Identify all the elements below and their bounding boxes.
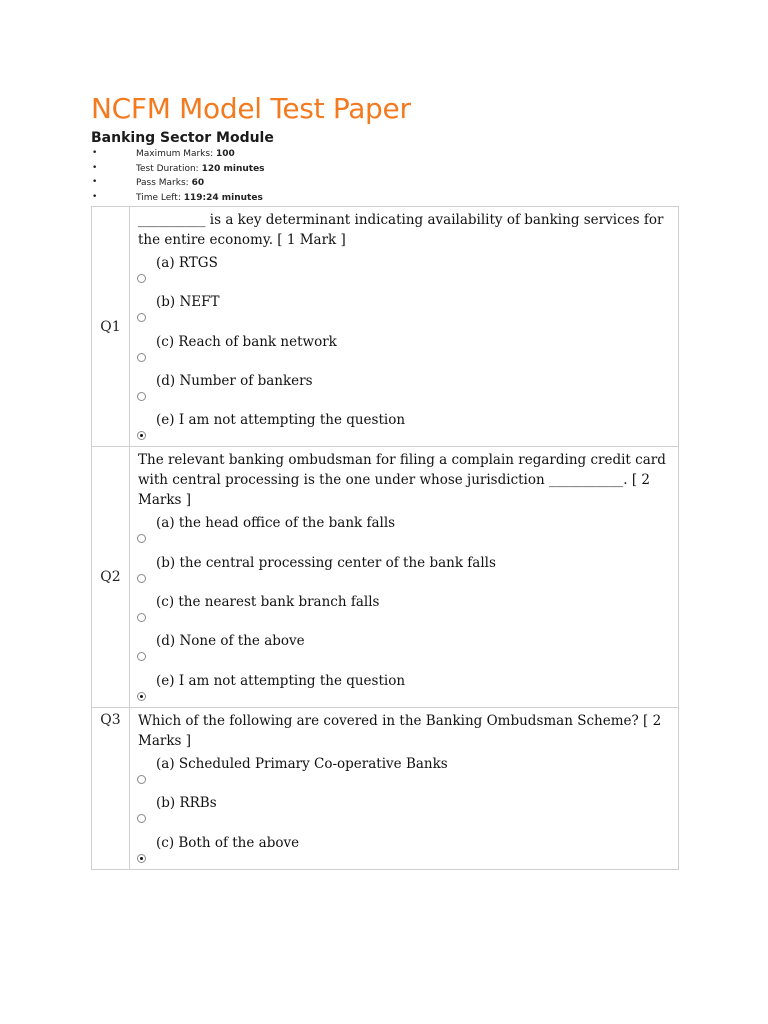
answer-option[interactable]: [130, 668, 678, 707]
radio-button[interactable]: [137, 775, 146, 784]
info-value: 120 minutes: [201, 163, 265, 174]
info-label: Pass Marks:: [136, 178, 192, 188]
info-label: Test Duration:: [136, 163, 202, 174]
answer-option-label: (e) I am not attempting the question: [156, 672, 406, 689]
answer-option[interactable]: [130, 250, 678, 289]
radio-button-selected[interactable]: [137, 431, 146, 440]
radio-button[interactable]: [137, 613, 146, 622]
info-label: Time Left:: [136, 192, 184, 203]
radio-button[interactable]: [137, 313, 146, 322]
question-row: [92, 707, 679, 869]
answer-option-label: (d) Number of bankers: [156, 372, 313, 389]
answer-option[interactable]: [130, 830, 678, 869]
answer-option[interactable]: [130, 407, 678, 446]
test-info-item: [0, 148, 768, 163]
answer-option-label: (e) I am not attempting the question: [156, 412, 406, 429]
bullet-icon: •: [92, 177, 98, 187]
answer-option-label: (b) the central processing center of the bank falls: [156, 554, 496, 571]
answer-option-label: (c) Reach of bank network: [156, 333, 337, 350]
bullet-icon: •: [92, 162, 98, 173]
radio-button[interactable]: [137, 652, 146, 661]
radio-button[interactable]: [137, 392, 146, 401]
radio-button-selected[interactable]: [137, 692, 146, 701]
bullet-icon: •: [92, 191, 98, 202]
answer-option-label: (d) None of the above: [156, 633, 305, 650]
question-body: [130, 707, 679, 869]
question-body: [130, 207, 679, 447]
answer-option-label: (b) NEFT: [156, 294, 220, 311]
test-info-item: [0, 192, 768, 207]
test-info-item: [0, 163, 768, 178]
question-number: Q1: [92, 207, 130, 447]
question-table: [91, 206, 679, 870]
page-title: NCFM Model Test Paper: [91, 92, 411, 125]
question-body: [130, 447, 679, 707]
answer-option[interactable]: [130, 510, 678, 549]
test-info-item: [0, 177, 768, 192]
question-text: The relevant banking ombudsman for filing a complain regarding credit card with central processing is the one under whose jurisdiction ___________. [ 2 Marks ]: [138, 452, 666, 509]
answer-option-label: (b) RRBs: [156, 795, 217, 812]
question-number: Q3: [92, 707, 130, 869]
answer-option[interactable]: [130, 589, 678, 628]
answer-option-label: (a) Scheduled Primary Co-operative Banks: [156, 755, 448, 772]
info-value: 119:24 minutes: [183, 192, 263, 203]
answer-option-label: (c) Both of the above: [156, 834, 300, 851]
answer-option[interactable]: [130, 329, 678, 368]
info-value: 100: [215, 149, 235, 159]
question-row: [92, 447, 679, 707]
question-row: [92, 207, 679, 447]
bullet-icon: •: [92, 148, 98, 158]
answer-option[interactable]: [130, 550, 678, 589]
test-info-list: [0, 148, 768, 206]
info-label: Maximum Marks:: [136, 149, 216, 159]
answer-option[interactable]: [130, 751, 678, 790]
answer-option[interactable]: [130, 628, 678, 667]
module-subtitle: Banking Sector Module: [91, 130, 274, 146]
answer-option[interactable]: [130, 289, 678, 328]
question-number: Q2: [92, 447, 130, 707]
radio-button[interactable]: [137, 814, 146, 823]
answer-option-label: (a) the head office of the bank falls: [156, 515, 396, 532]
question-text: Which of the following are covered in the Banking Ombudsman Scheme? [ 2 Marks ]: [138, 712, 662, 749]
radio-button[interactable]: [137, 534, 146, 543]
radio-button[interactable]: [137, 574, 146, 583]
info-value: 60: [191, 178, 205, 188]
answer-option[interactable]: [130, 790, 678, 829]
question-text: __________ is a key determinant indicating availability of banking services for the entire economy. [ 1 Mark ]: [138, 212, 664, 248]
radio-button-selected[interactable]: [137, 854, 146, 863]
radio-button[interactable]: [137, 353, 146, 362]
answer-option-label: (a) RTGS: [156, 255, 218, 271]
answer-option-label: (c) the nearest bank branch falls: [156, 594, 380, 611]
radio-button[interactable]: [137, 274, 146, 283]
answer-option[interactable]: [130, 368, 678, 407]
